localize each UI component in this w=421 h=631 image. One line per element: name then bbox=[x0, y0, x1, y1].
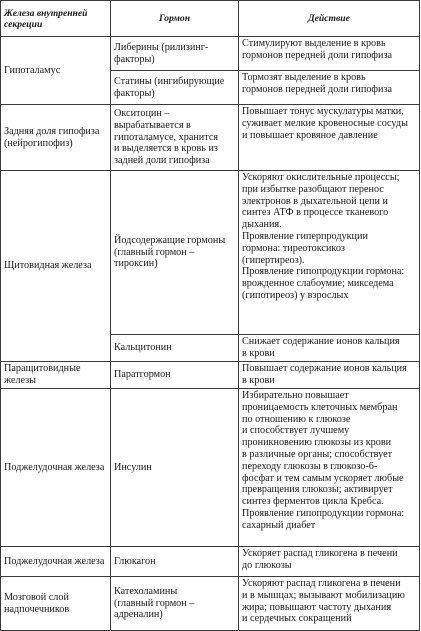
action-cell: Стимулируют выделение в кровь гормонов передней доли гипофиза bbox=[239, 37, 420, 71]
hormone-cell: Глюкагон bbox=[111, 547, 239, 577]
hormone-cell: Окситоцин – вырабатывается в гипоталамусе, хранится и выделяется в кровь из задней доли гипофиза bbox=[111, 105, 239, 171]
table-row bbox=[1, 105, 420, 171]
hormone-cell: Паратгормон bbox=[111, 362, 239, 389]
gland-cell: Паращитовидные железы bbox=[1, 362, 111, 389]
hormone-cell: Йодсодержащие гормоны (главный гормон – тироксин) bbox=[111, 171, 239, 335]
hormone-cell: Инсулин bbox=[111, 389, 239, 547]
hormone-cell: Катехоламины (главный гормон – адреналин) bbox=[111, 577, 239, 631]
gland-cell: Задняя доля гипофиза (нейрогипофиз) bbox=[1, 105, 111, 171]
table-row bbox=[1, 171, 420, 335]
action-cell: Тормозят выделение в кровь гормонов передней доли гипофиза bbox=[239, 71, 420, 105]
hormone-cell: Статины (ингибирующие факторы) bbox=[111, 71, 239, 105]
gland-cell: Поджелудочная железа bbox=[1, 547, 111, 577]
hormone-cell: Либерины (рилизинг- факторы) bbox=[111, 37, 239, 71]
action-cell: Ускоряют окислительные процессы; при избытке разобщают перенос электронов в дыхательной цепи и синтез АТФ в процессе тканевого дыхания. Проявление гиперпродукции гормона: тиреотоксикоз (гипертиреоз). Проявление гипопродукции гормона: врожденное слабоумие; микседема (гипотиреоз) у взрослых bbox=[239, 171, 420, 335]
action-cell: Повышает содержание ионов кальция в крови bbox=[239, 362, 420, 389]
column-header-action: Действие bbox=[239, 1, 420, 37]
table-row bbox=[1, 389, 420, 547]
gland-cell: Поджелудочная железа bbox=[1, 389, 111, 547]
action-cell: Повышает тонус мускулатуры матки, суживает мелкие кровеносные сосуды и повышает кровяное давление bbox=[239, 105, 420, 171]
table-row bbox=[1, 547, 420, 577]
gland-cell: Щитовидная железа bbox=[1, 171, 111, 362]
action-cell: Избирательно повышает проницаемость клеточных мембран по отношению к глюкозе и способствует лучшему проникновению глюкозы из крови в различные органы; способствует переходу глюкозы в глюкозо-6- фосфат и тем самым ускоряет любые превращения глюкозы; активирует синтез ферментов цикла Кребса. Проявление гипопродукции гормона: сахарный диабет bbox=[239, 389, 420, 547]
gland-cell: Мозговой слой надпочечников bbox=[1, 577, 111, 631]
column-header-hormone: Гормон bbox=[111, 1, 239, 37]
table-row bbox=[1, 37, 420, 71]
action-cell: Снижает содержание ионов кальция в крови bbox=[239, 335, 420, 362]
column-header-gland: Железа внутренней секреции bbox=[1, 1, 111, 37]
gland-cell: Гипоталамус bbox=[1, 37, 111, 105]
table-row bbox=[1, 362, 420, 389]
table-header-row bbox=[1, 1, 420, 37]
hormone-cell: Кальцитонин bbox=[111, 335, 239, 362]
action-cell: Ускоряют распад гликогена в печени и в мышцах; вызывают мобилизацию жира; повышают частоту дыхания и сердечных сокращений bbox=[239, 577, 420, 631]
action-cell: Ускоряет распад гликогена в печени до глюкозы bbox=[239, 547, 420, 577]
table-row bbox=[1, 577, 420, 631]
